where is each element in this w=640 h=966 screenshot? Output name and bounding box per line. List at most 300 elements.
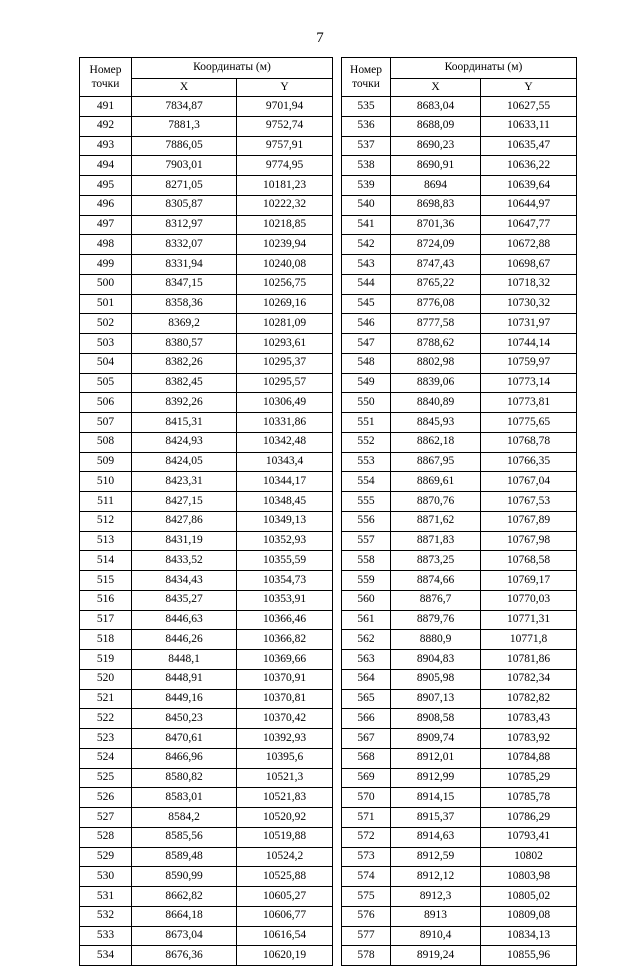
x-coordinate-cell: 8776,08 bbox=[391, 294, 481, 314]
table-row bbox=[342, 195, 577, 215]
x-coordinate-cell: 8446,63 bbox=[132, 610, 237, 630]
coordinates-header: Координаты (м) bbox=[132, 58, 333, 79]
x-coordinate-cell: 8845,93 bbox=[391, 413, 481, 433]
table-row bbox=[342, 393, 577, 413]
y-coordinate-cell: 10767,89 bbox=[481, 511, 577, 531]
table-row bbox=[342, 255, 577, 275]
y-coordinate-cell: 10784,88 bbox=[481, 748, 577, 768]
point-number-cell: 548 bbox=[342, 353, 391, 373]
table-row bbox=[80, 590, 333, 610]
x-coordinate-cell: 8423,31 bbox=[132, 472, 237, 492]
point-number-cell: 578 bbox=[342, 946, 391, 966]
point-number-cell: 566 bbox=[342, 709, 391, 729]
x-coordinate-cell: 8662,82 bbox=[132, 887, 237, 907]
y-coordinate-cell: 10520,92 bbox=[237, 808, 333, 828]
y-coordinate-cell: 10731,97 bbox=[481, 314, 577, 334]
table-row bbox=[342, 906, 577, 926]
y-coordinate-cell: 10802 bbox=[481, 847, 577, 867]
point-number-cell: 559 bbox=[342, 571, 391, 591]
y-coordinate-cell: 10781,86 bbox=[481, 650, 577, 670]
x-coordinate-cell: 8909,74 bbox=[391, 729, 481, 749]
table-row bbox=[342, 511, 577, 531]
point-number-cell: 495 bbox=[80, 176, 132, 196]
x-coordinate-cell: 8589,48 bbox=[132, 847, 237, 867]
y-coordinate-cell: 10366,46 bbox=[237, 610, 333, 630]
point-number-cell: 564 bbox=[342, 669, 391, 689]
table-row bbox=[80, 867, 333, 887]
x-coordinate-cell: 8871,62 bbox=[391, 511, 481, 531]
x-coordinate-cell: 8424,05 bbox=[132, 452, 237, 472]
x-coordinate-cell: 8724,09 bbox=[391, 235, 481, 255]
table-row bbox=[80, 906, 333, 926]
y-coordinate-cell: 10767,53 bbox=[481, 492, 577, 512]
point-number-cell: 541 bbox=[342, 215, 391, 235]
point-number-cell: 496 bbox=[80, 195, 132, 215]
point-number-cell: 567 bbox=[342, 729, 391, 749]
x-coordinate-cell: 8466,96 bbox=[132, 748, 237, 768]
table-row bbox=[80, 768, 333, 788]
point-number-cell: 523 bbox=[80, 729, 132, 749]
point-number-cell: 501 bbox=[80, 294, 132, 314]
table-row bbox=[342, 215, 577, 235]
x-coordinate-cell: 8862,18 bbox=[391, 432, 481, 452]
x-coordinate-cell: 8380,57 bbox=[132, 334, 237, 354]
point-number-header: Номер точки bbox=[80, 58, 132, 97]
x-coordinate-cell: 7903,01 bbox=[132, 156, 237, 176]
y-coordinate-cell: 10620,19 bbox=[237, 946, 333, 966]
table-row bbox=[342, 294, 577, 314]
x-coordinate-cell: 8584,2 bbox=[132, 808, 237, 828]
table-row bbox=[342, 156, 577, 176]
x-coordinate-cell: 8382,26 bbox=[132, 353, 237, 373]
point-number-cell: 524 bbox=[80, 748, 132, 768]
point-number-cell: 550 bbox=[342, 393, 391, 413]
point-number-cell: 519 bbox=[80, 650, 132, 670]
table-row bbox=[80, 314, 333, 334]
y-coordinate-cell: 10293,61 bbox=[237, 334, 333, 354]
point-number-cell: 530 bbox=[80, 867, 132, 887]
y-coordinate-cell: 10181,23 bbox=[237, 176, 333, 196]
y-coordinate-cell: 10352,93 bbox=[237, 531, 333, 551]
table-row bbox=[342, 413, 577, 433]
y-coordinate-cell: 10773,81 bbox=[481, 393, 577, 413]
table-row bbox=[342, 334, 577, 354]
table-row bbox=[80, 195, 333, 215]
x-coordinate-cell: 8765,22 bbox=[391, 274, 481, 294]
point-number-cell: 529 bbox=[80, 847, 132, 867]
y-coordinate-cell: 10354,73 bbox=[237, 571, 333, 591]
x-coordinate-cell: 8694 bbox=[391, 176, 481, 196]
table-row bbox=[80, 827, 333, 847]
y-header: Y bbox=[237, 79, 333, 97]
table-row bbox=[80, 689, 333, 709]
header-row bbox=[80, 58, 333, 79]
y-coordinate-cell: 10768,58 bbox=[481, 551, 577, 571]
table-row bbox=[342, 946, 577, 966]
table-row bbox=[80, 215, 333, 235]
point-number-cell: 498 bbox=[80, 235, 132, 255]
point-number-cell: 536 bbox=[342, 116, 391, 136]
table-row bbox=[80, 847, 333, 867]
table-row bbox=[80, 255, 333, 275]
y-coordinate-cell: 10295,37 bbox=[237, 353, 333, 373]
table-row bbox=[342, 689, 577, 709]
point-number-cell: 532 bbox=[80, 906, 132, 926]
table-row bbox=[342, 432, 577, 452]
table-row bbox=[80, 748, 333, 768]
point-number-cell: 531 bbox=[80, 887, 132, 907]
y-coordinate-cell: 10348,45 bbox=[237, 492, 333, 512]
x-coordinate-cell: 8869,61 bbox=[391, 472, 481, 492]
y-coordinate-cell: 10744,14 bbox=[481, 334, 577, 354]
y-coordinate-cell: 10635,47 bbox=[481, 136, 577, 156]
table-row bbox=[342, 136, 577, 156]
point-number-cell: 500 bbox=[80, 274, 132, 294]
y-coordinate-cell: 10633,11 bbox=[481, 116, 577, 136]
y-coordinate-cell: 10672,88 bbox=[481, 235, 577, 255]
y-coordinate-cell: 10218,85 bbox=[237, 215, 333, 235]
point-number-header: Номер точки bbox=[342, 58, 391, 97]
y-coordinate-cell: 10809,08 bbox=[481, 906, 577, 926]
x-coordinate-cell: 8271,05 bbox=[132, 176, 237, 196]
point-number-cell: 508 bbox=[80, 432, 132, 452]
x-coordinate-cell: 8434,43 bbox=[132, 571, 237, 591]
point-number-cell: 574 bbox=[342, 867, 391, 887]
y-coordinate-cell: 10775,65 bbox=[481, 413, 577, 433]
table-row bbox=[80, 334, 333, 354]
x-coordinate-cell: 8331,94 bbox=[132, 255, 237, 275]
y-coordinate-cell: 10785,29 bbox=[481, 768, 577, 788]
point-number-cell: 560 bbox=[342, 590, 391, 610]
table-row bbox=[80, 294, 333, 314]
point-number-cell: 576 bbox=[342, 906, 391, 926]
table-row bbox=[342, 492, 577, 512]
point-number-cell: 502 bbox=[80, 314, 132, 334]
y-coordinate-cell: 9752,74 bbox=[237, 116, 333, 136]
x-coordinate-cell: 8358,36 bbox=[132, 294, 237, 314]
point-number-cell: 557 bbox=[342, 531, 391, 551]
x-coordinate-cell: 7834,87 bbox=[132, 97, 237, 117]
x-coordinate-cell: 8312,97 bbox=[132, 215, 237, 235]
y-coordinate-cell: 10342,48 bbox=[237, 432, 333, 452]
x-coordinate-cell: 7886,05 bbox=[132, 136, 237, 156]
table-row bbox=[80, 452, 333, 472]
y-coordinate-cell: 10767,04 bbox=[481, 472, 577, 492]
y-coordinate-cell: 10521,83 bbox=[237, 788, 333, 808]
x-coordinate-cell: 8802,98 bbox=[391, 353, 481, 373]
y-coordinate-cell: 9701,94 bbox=[237, 97, 333, 117]
table-row bbox=[80, 393, 333, 413]
x-coordinate-cell: 8470,61 bbox=[132, 729, 237, 749]
x-coordinate-cell: 8905,98 bbox=[391, 669, 481, 689]
point-number-cell: 573 bbox=[342, 847, 391, 867]
y-coordinate-cell: 10782,82 bbox=[481, 689, 577, 709]
y-coordinate-cell: 10793,41 bbox=[481, 827, 577, 847]
y-coordinate-cell: 10519,88 bbox=[237, 827, 333, 847]
x-coordinate-cell: 8871,83 bbox=[391, 531, 481, 551]
y-coordinate-cell: 10782,34 bbox=[481, 669, 577, 689]
y-coordinate-cell: 10767,98 bbox=[481, 531, 577, 551]
point-number-cell: 509 bbox=[80, 452, 132, 472]
y-coordinate-cell: 10370,91 bbox=[237, 669, 333, 689]
point-number-cell: 494 bbox=[80, 156, 132, 176]
point-number-cell: 568 bbox=[342, 748, 391, 768]
y-coordinate-cell: 10395,6 bbox=[237, 748, 333, 768]
point-number-cell: 569 bbox=[342, 768, 391, 788]
point-number-cell: 505 bbox=[80, 373, 132, 393]
point-number-cell: 521 bbox=[80, 689, 132, 709]
point-number-cell: 547 bbox=[342, 334, 391, 354]
table-row bbox=[80, 373, 333, 393]
table-row bbox=[342, 669, 577, 689]
x-coordinate-cell: 8747,43 bbox=[391, 255, 481, 275]
point-number-cell: 563 bbox=[342, 650, 391, 670]
table-row bbox=[342, 97, 577, 117]
x-coordinate-cell: 8879,76 bbox=[391, 610, 481, 630]
table-row bbox=[80, 274, 333, 294]
x-coordinate-cell: 8698,83 bbox=[391, 195, 481, 215]
y-coordinate-cell: 10770,03 bbox=[481, 590, 577, 610]
point-number-cell: 544 bbox=[342, 274, 391, 294]
y-coordinate-cell: 10240,08 bbox=[237, 255, 333, 275]
point-number-cell: 534 bbox=[80, 946, 132, 966]
x-coordinate-cell: 8873,25 bbox=[391, 551, 481, 571]
table-row bbox=[80, 413, 333, 433]
x-coordinate-cell: 8914,15 bbox=[391, 788, 481, 808]
x-coordinate-cell: 7881,3 bbox=[132, 116, 237, 136]
table-row bbox=[80, 808, 333, 828]
x-coordinate-cell: 8912,12 bbox=[391, 867, 481, 887]
table-row bbox=[80, 788, 333, 808]
point-number-cell: 553 bbox=[342, 452, 391, 472]
point-number-cell: 507 bbox=[80, 413, 132, 433]
point-number-cell: 572 bbox=[342, 827, 391, 847]
x-coordinate-cell: 8913 bbox=[391, 906, 481, 926]
y-coordinate-cell: 10366,82 bbox=[237, 630, 333, 650]
point-number-cell: 562 bbox=[342, 630, 391, 650]
table-row bbox=[80, 926, 333, 946]
y-coordinate-cell: 10627,55 bbox=[481, 97, 577, 117]
x-coordinate-cell: 8915,37 bbox=[391, 808, 481, 828]
y-coordinate-cell: 10525,88 bbox=[237, 867, 333, 887]
table-row bbox=[80, 610, 333, 630]
table-row bbox=[80, 492, 333, 512]
x-coordinate-cell: 8427,86 bbox=[132, 511, 237, 531]
x-coordinate-cell: 8446,26 bbox=[132, 630, 237, 650]
table-row bbox=[342, 748, 577, 768]
table-row bbox=[342, 610, 577, 630]
y-coordinate-cell: 10786,29 bbox=[481, 808, 577, 828]
table-row bbox=[80, 729, 333, 749]
point-number-cell: 558 bbox=[342, 551, 391, 571]
x-coordinate-cell: 8448,1 bbox=[132, 650, 237, 670]
x-coordinate-cell: 8583,01 bbox=[132, 788, 237, 808]
y-coordinate-cell: 10785,78 bbox=[481, 788, 577, 808]
table-row bbox=[342, 630, 577, 650]
point-number-cell: 570 bbox=[342, 788, 391, 808]
x-coordinate-cell: 8427,15 bbox=[132, 492, 237, 512]
y-coordinate-cell: 10256,75 bbox=[237, 274, 333, 294]
y-coordinate-cell: 10239,94 bbox=[237, 235, 333, 255]
x-coordinate-cell: 8919,24 bbox=[391, 946, 481, 966]
y-coordinate-cell: 10771,31 bbox=[481, 610, 577, 630]
table-row bbox=[342, 768, 577, 788]
y-coordinate-cell: 10855,96 bbox=[481, 946, 577, 966]
x-coordinate-cell: 8788,62 bbox=[391, 334, 481, 354]
y-coordinate-cell: 10353,91 bbox=[237, 590, 333, 610]
coordinates-header: Координаты (м) bbox=[391, 58, 577, 79]
point-number-cell: 555 bbox=[342, 492, 391, 512]
point-number-cell: 546 bbox=[342, 314, 391, 334]
table-row bbox=[342, 788, 577, 808]
x-coordinate-cell: 8392,26 bbox=[132, 393, 237, 413]
x-coordinate-cell: 8912,3 bbox=[391, 887, 481, 907]
x-coordinate-cell: 8580,82 bbox=[132, 768, 237, 788]
point-number-cell: 499 bbox=[80, 255, 132, 275]
table-row bbox=[342, 590, 577, 610]
x-coordinate-cell: 8701,36 bbox=[391, 215, 481, 235]
point-number-cell: 522 bbox=[80, 709, 132, 729]
x-header: X bbox=[132, 79, 237, 97]
point-number-cell: 503 bbox=[80, 334, 132, 354]
y-coordinate-cell: 10718,32 bbox=[481, 274, 577, 294]
y-coordinate-cell: 10698,67 bbox=[481, 255, 577, 275]
table-row bbox=[342, 926, 577, 946]
x-coordinate-cell: 8876,7 bbox=[391, 590, 481, 610]
y-coordinate-cell: 10605,27 bbox=[237, 887, 333, 907]
x-coordinate-cell: 8683,04 bbox=[391, 97, 481, 117]
table-row bbox=[342, 353, 577, 373]
x-coordinate-cell: 8874,66 bbox=[391, 571, 481, 591]
y-coordinate-cell: 10344,17 bbox=[237, 472, 333, 492]
x-coordinate-cell: 8688,09 bbox=[391, 116, 481, 136]
point-number-cell: 493 bbox=[80, 136, 132, 156]
y-coordinate-cell: 10644,97 bbox=[481, 195, 577, 215]
y-coordinate-cell: 10306,49 bbox=[237, 393, 333, 413]
x-coordinate-cell: 8914,63 bbox=[391, 827, 481, 847]
x-coordinate-cell: 8369,2 bbox=[132, 314, 237, 334]
y-coordinate-cell: 10766,35 bbox=[481, 452, 577, 472]
x-coordinate-cell: 8912,01 bbox=[391, 748, 481, 768]
y-coordinate-cell: 10730,32 bbox=[481, 294, 577, 314]
point-number-cell: 552 bbox=[342, 432, 391, 452]
coordinates-table-right bbox=[341, 57, 577, 966]
table-row bbox=[80, 511, 333, 531]
point-number-cell: 577 bbox=[342, 926, 391, 946]
point-number-cell: 528 bbox=[80, 827, 132, 847]
table-row bbox=[80, 709, 333, 729]
table-row bbox=[80, 946, 333, 966]
point-number-cell: 538 bbox=[342, 156, 391, 176]
y-coordinate-cell: 10521,3 bbox=[237, 768, 333, 788]
table-row bbox=[342, 551, 577, 571]
y-coordinate-cell: 10783,92 bbox=[481, 729, 577, 749]
x-coordinate-cell: 8448,91 bbox=[132, 669, 237, 689]
x-coordinate-cell: 8840,89 bbox=[391, 393, 481, 413]
y-coordinate-cell: 9757,91 bbox=[237, 136, 333, 156]
table-row bbox=[342, 314, 577, 334]
table-row bbox=[342, 571, 577, 591]
table-body bbox=[342, 97, 577, 966]
table-row bbox=[80, 97, 333, 117]
table-row bbox=[80, 116, 333, 136]
y-coordinate-cell: 10355,59 bbox=[237, 551, 333, 571]
point-number-cell: 512 bbox=[80, 511, 132, 531]
y-coordinate-cell: 10805,02 bbox=[481, 887, 577, 907]
point-number-cell: 520 bbox=[80, 669, 132, 689]
x-coordinate-cell: 8880,9 bbox=[391, 630, 481, 650]
point-number-cell: 492 bbox=[80, 116, 132, 136]
x-coordinate-cell: 8839,06 bbox=[391, 373, 481, 393]
x-coordinate-cell: 8912,99 bbox=[391, 768, 481, 788]
x-coordinate-cell: 8870,76 bbox=[391, 492, 481, 512]
y-coordinate-cell: 10343,4 bbox=[237, 452, 333, 472]
y-coordinate-cell: 10370,81 bbox=[237, 689, 333, 709]
table-row bbox=[80, 551, 333, 571]
point-number-cell: 518 bbox=[80, 630, 132, 650]
x-coordinate-cell: 8433,52 bbox=[132, 551, 237, 571]
point-number-cell: 571 bbox=[342, 808, 391, 828]
y-coordinate-cell: 10616,54 bbox=[237, 926, 333, 946]
point-number-cell: 511 bbox=[80, 492, 132, 512]
point-number-cell: 504 bbox=[80, 353, 132, 373]
y-coordinate-cell: 10769,17 bbox=[481, 571, 577, 591]
point-number-cell: 510 bbox=[80, 472, 132, 492]
table-row bbox=[342, 827, 577, 847]
x-coordinate-cell: 8332,07 bbox=[132, 235, 237, 255]
y-coordinate-cell: 10771,8 bbox=[481, 630, 577, 650]
y-coordinate-cell: 10222,32 bbox=[237, 195, 333, 215]
table-row bbox=[80, 531, 333, 551]
table-body bbox=[80, 97, 333, 966]
x-coordinate-cell: 8585,56 bbox=[132, 827, 237, 847]
y-coordinate-cell: 10759,97 bbox=[481, 353, 577, 373]
table-row bbox=[80, 235, 333, 255]
x-coordinate-cell: 8435,27 bbox=[132, 590, 237, 610]
x-coordinate-cell: 8912,59 bbox=[391, 847, 481, 867]
y-coordinate-cell: 10803,98 bbox=[481, 867, 577, 887]
table-row bbox=[342, 729, 577, 749]
x-coordinate-cell: 8424,93 bbox=[132, 432, 237, 452]
x-coordinate-cell: 8450,23 bbox=[132, 709, 237, 729]
table-row bbox=[80, 432, 333, 452]
point-number-cell: 525 bbox=[80, 768, 132, 788]
point-number-cell: 491 bbox=[80, 97, 132, 117]
y-coordinate-cell: 10834,13 bbox=[481, 926, 577, 946]
y-coordinate-cell: 10639,64 bbox=[481, 176, 577, 196]
table-row bbox=[80, 669, 333, 689]
y-coordinate-cell: 10369,66 bbox=[237, 650, 333, 670]
point-number-cell: 549 bbox=[342, 373, 391, 393]
point-number-cell: 551 bbox=[342, 413, 391, 433]
point-number-cell: 575 bbox=[342, 887, 391, 907]
x-coordinate-cell: 8908,58 bbox=[391, 709, 481, 729]
table-row bbox=[80, 176, 333, 196]
y-coordinate-cell: 10524,2 bbox=[237, 847, 333, 867]
x-header: X bbox=[391, 79, 481, 97]
coordinates-table-left bbox=[79, 57, 333, 966]
point-number-cell: 554 bbox=[342, 472, 391, 492]
table-row bbox=[342, 373, 577, 393]
x-coordinate-cell: 8415,31 bbox=[132, 413, 237, 433]
table-row bbox=[80, 571, 333, 591]
table-row bbox=[80, 156, 333, 176]
point-number-cell: 533 bbox=[80, 926, 132, 946]
point-number-cell: 497 bbox=[80, 215, 132, 235]
point-number-cell: 545 bbox=[342, 294, 391, 314]
point-number-cell: 537 bbox=[342, 136, 391, 156]
table-row bbox=[342, 472, 577, 492]
